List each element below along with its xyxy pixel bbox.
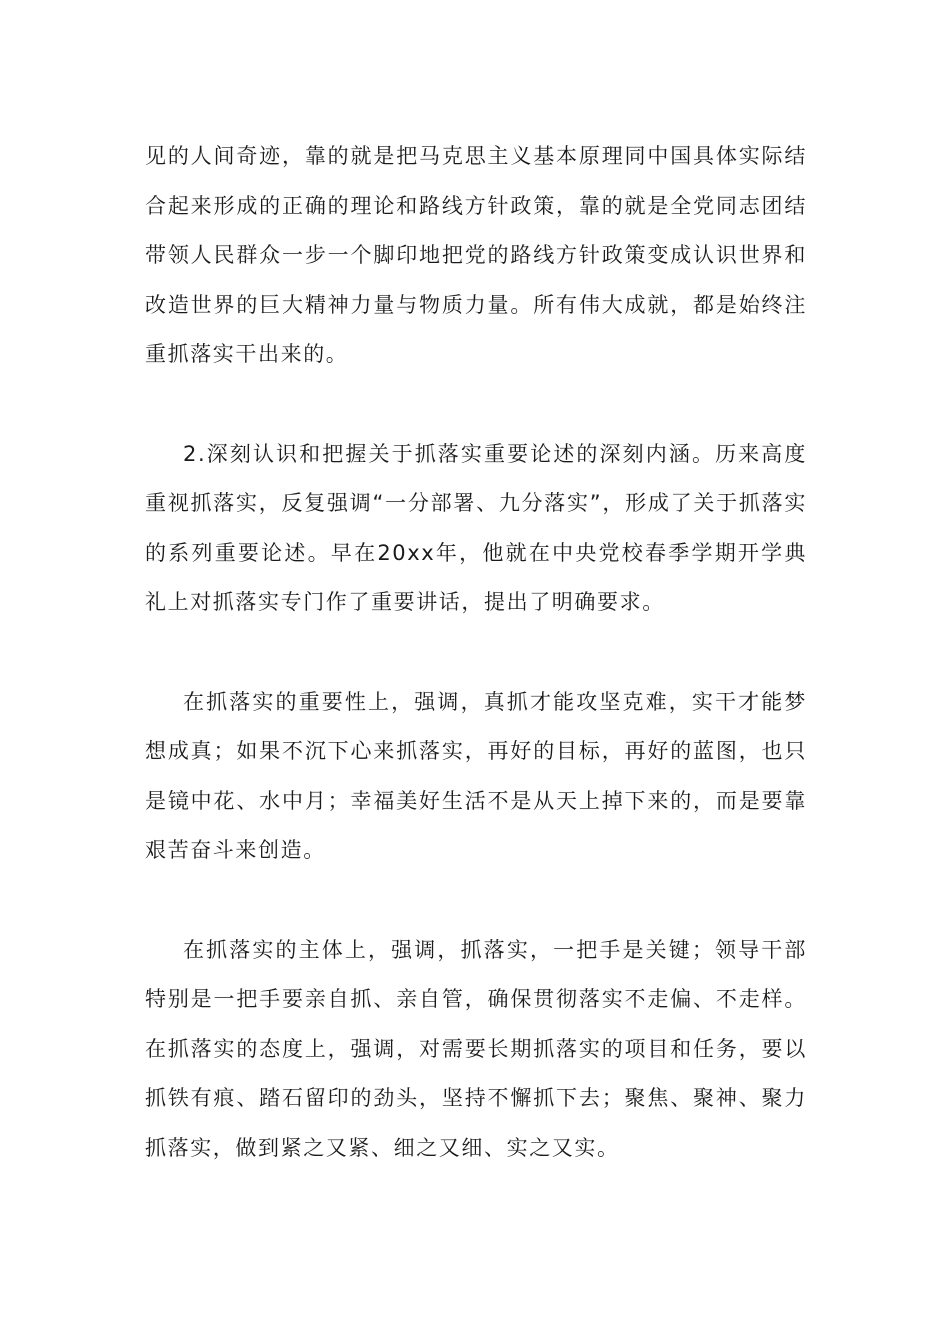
document-body <box>145 132 807 1173</box>
paragraph-continuation: 见的人间奇迹，靠的就是把马克思主义基本原理同中国具体实际结合起来形成的正确的理论和路线方针政策，靠的就是全党同志团结带领人民群众一步一个脚印地把党的路线方针政策变成认识世界和改造世界的巨大精神力量与物质力量。所有伟大成就，都是始终注重抓落实干出来的。 <box>145 144 807 366</box>
paragraph-section-2: 2.深刻认识和把握关于抓落实重要论述的深刻内涵。历来高度重视抓落实，反复强调“一分部署、九分落实”，形成了关于抓落实的系列重要论述。早在20xx年，他就在中央党校春季学期开学典礼上对抓落实专门作了重要讲话，提出了明确要求。 <box>145 441 807 614</box>
paragraph-spacer <box>145 380 807 430</box>
paragraph-spacer <box>145 628 807 678</box>
paragraph-spacer <box>145 876 807 926</box>
paragraph-importance: 在抓落实的重要性上，强调，真抓才能攻坚克难，实干才能梦想成真；如果不沉下心来抓落实，再好的目标，再好的蓝图，也只是镜中花、水中月；幸福美好生活不是从天上掉下来的，而是要靠艰苦奋斗来创造。 <box>145 689 807 862</box>
paragraph-subject-attitude: 在抓落实的主体上，强调，抓落实，一把手是关键；领导干部特别是一把手要亲自抓、亲自管，确保贯彻落实不走偏、不走样。在抓落实的态度上，强调，对需要长期抓落实的项目和任务，要以抓铁有痕、踏石留印的劲头，坚持不懈抓下去；聚焦、聚神、聚力抓落实，做到紧之又紧、细之又细、实之又实。 <box>145 937 807 1160</box>
